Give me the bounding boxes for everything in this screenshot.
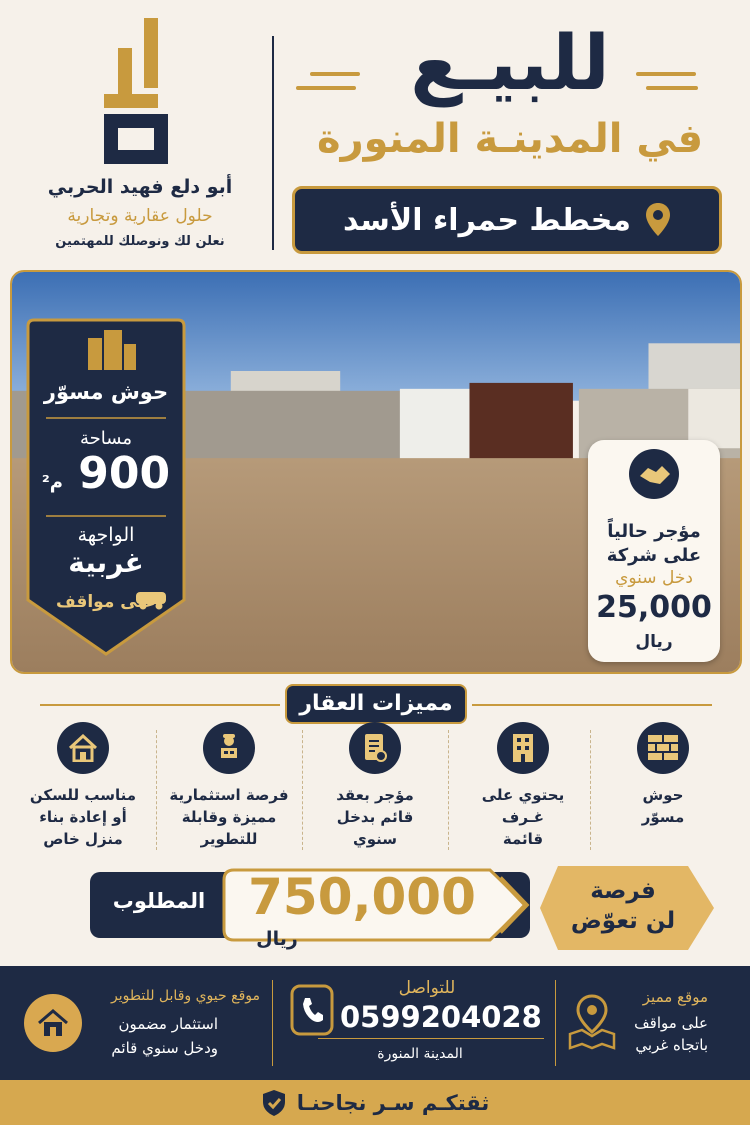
wall-icon	[637, 722, 689, 774]
brand-name: أبو دلع فهيد الحربي	[47, 176, 233, 198]
facade-value: غربية	[68, 546, 144, 579]
footer-divider	[272, 980, 273, 1066]
price-value: 750,000	[248, 868, 476, 926]
contract-icon	[349, 722, 401, 774]
price-currency: ريال	[256, 928, 298, 950]
brand-logo-icon	[100, 18, 172, 168]
area-label: مساحة	[80, 428, 132, 449]
house-icon	[57, 722, 109, 774]
property-type: حوش مسوّر	[43, 380, 169, 404]
feature-label: مناسب للسكن أو إعادة بناء منزل خاص	[29, 786, 137, 848]
contact-city: المدينة المنورة	[377, 1046, 463, 1062]
phone-icon	[290, 984, 334, 1036]
feature-label: فرصة استثمارية مميزة وقابلة للتطوير	[169, 786, 289, 848]
rent-status: مؤجر حالياً على شركة	[606, 521, 702, 566]
plan-name: مخطط حمراء الأسد	[343, 202, 631, 238]
features-line	[40, 704, 280, 706]
feature-divider	[448, 730, 449, 850]
footer-right-text: على مواقف باتجاه غربي	[634, 1014, 708, 1054]
home-icon	[24, 994, 82, 1052]
brand-slogan: نعلن لك ونوصلك للمهتمين	[55, 234, 225, 249]
footer-right-title: موقع مميز	[642, 988, 708, 1006]
brand-tagline: حلول عقارية وتجارية	[67, 206, 213, 226]
feature-label: مؤجر بعقد قائم بدخل سنوي	[336, 786, 414, 848]
rent-income-label: دخل سنوي	[615, 568, 693, 588]
contact-underline	[318, 1038, 544, 1039]
feature-item	[158, 722, 300, 850]
area-value	[26, 448, 186, 499]
offer-text: فرصة لن تعوّض	[570, 878, 676, 934]
feature-item	[452, 722, 594, 850]
price-label: المطلوب	[112, 889, 206, 913]
shield-check-icon	[261, 1089, 287, 1117]
feature-item	[12, 722, 154, 850]
footer-divider	[555, 980, 556, 1066]
plan-banner	[292, 186, 722, 254]
area-number: 900	[78, 448, 171, 499]
city-title: في المدينـة المنورة	[316, 116, 704, 162]
feature-item	[304, 722, 446, 850]
feature-label: يحتوي على غـرف قائمة	[481, 786, 565, 848]
facade-label: الواجهة	[77, 524, 135, 546]
features-title: مميزات العقار	[285, 684, 467, 724]
rent-value: 25,000	[596, 590, 712, 625]
building-icon	[497, 722, 549, 774]
page-title: للبيـع	[410, 18, 610, 107]
phone-number[interactable]: 0599204028	[340, 1000, 542, 1034]
feature-divider	[156, 730, 157, 850]
rent-currency: ريال	[635, 632, 673, 652]
worker-icon	[203, 722, 255, 774]
slogan-text: ثقتكـم سـر نجاحنـا	[296, 1090, 490, 1115]
contact-label: للتواصل	[398, 978, 456, 998]
footer-left-text: استثمار مضمون ودخل سنوي قائم	[111, 1015, 218, 1057]
feature-label: حوش مسوّر	[641, 786, 685, 826]
area-unit: م²	[41, 472, 63, 493]
footer-left-title: موقع حيوي وقابل للتطوير	[111, 988, 260, 1004]
header-divider	[272, 36, 274, 250]
handshake-icon	[628, 448, 680, 500]
features-line	[472, 704, 712, 706]
slogan-bar	[0, 1080, 750, 1125]
parking-label: على مواقف	[55, 592, 157, 612]
location-pin-icon	[645, 202, 671, 238]
feature-item	[592, 722, 734, 828]
feature-divider	[302, 730, 303, 850]
